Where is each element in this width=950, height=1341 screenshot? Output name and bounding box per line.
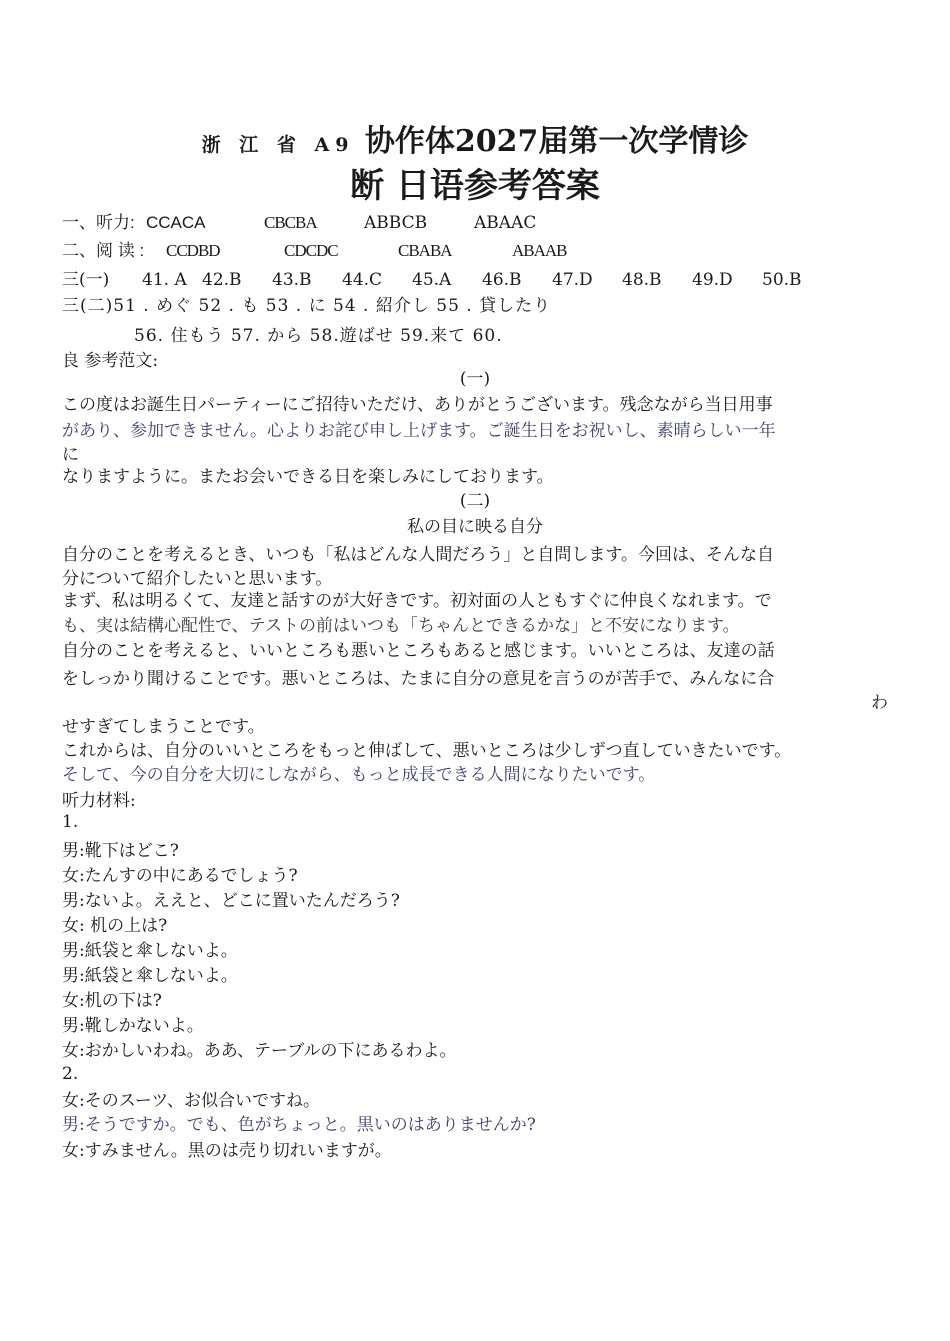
essay2-line: わ xyxy=(871,693,888,713)
section3-2-line1: 三(二)51 . めぐ 52 . も 53 . に 54 . 紹介し 55 . 貸したり xyxy=(62,296,552,316)
section3-2-line2: 56. 住もう 57. から 58.遊ばせ 59.来て 60. xyxy=(134,326,503,346)
essay2-line: 自分のことを考えるとき、いつも「私はどんな人間だろう」と自問します。今回は、そんな自 xyxy=(62,545,774,565)
dialogue-line: 男:ないよ。ええと、どこに置いたんだろう? xyxy=(62,891,400,911)
dialogue-line: 女:そのスーツ、お似合いですね。 xyxy=(62,1091,321,1111)
listening-label: 一、听力: xyxy=(62,213,135,232)
essay1-heading: (一) xyxy=(459,369,491,389)
listening-group-2: CBCBA xyxy=(264,213,317,232)
essay2-line: そして、今の自分を大切にしながら、もっと成長できる人間になりたいです。 xyxy=(62,765,656,785)
reading-group-3: CBABA xyxy=(398,241,452,260)
dialogue-line: 男:紙袋と傘しないよ。 xyxy=(62,941,238,961)
essay2-line: せすぎてしまうことです。 xyxy=(62,717,265,737)
essay2-line: まず、私は明るくて、友達と話すのが大好きです。初対面の人ともすぐに仲良くなれます。で xyxy=(62,591,772,611)
section3-2-line3: 良 参考范文: xyxy=(62,351,159,371)
essay2-line: も、実は結構心配性で、テストの前はいつも「ちゃんとできるかな」と不安になります。 xyxy=(62,616,740,636)
dialogue-line: 男:靴下はどこ? xyxy=(62,841,179,861)
answer-item: 46.B xyxy=(482,270,522,290)
dialogue-line: 女:たんすの中にあるでしょう? xyxy=(62,866,298,886)
dialogue-line: 女:おかしいわね。ああ、テーブルの下にあるわよ。 xyxy=(62,1041,457,1061)
title-prefix: 浙 江 省 A9 xyxy=(201,134,355,156)
answer-item: 41. A xyxy=(142,270,187,290)
dialogue-line: 男:そうですか。でも、色がちょっと。黒いのはありませんか? xyxy=(62,1115,536,1135)
essay2-title: 私の目に映る自分 xyxy=(407,517,543,537)
answer-item: 45.A xyxy=(412,270,452,290)
essay2-line: 自分のことを考えると、いいところも悪いところもあると感じます。いいところは、友達の話 xyxy=(62,641,775,661)
section3-1-answers xyxy=(62,265,802,290)
essay1-line: があり、参加できません。心よりお詫び申し上げます。ご誕生日をお祝いし、素晴らしい一年 xyxy=(62,421,776,441)
essay2-line: をしっかり聞けることです。悪いところは、たまに自分の意見を言うのが苦手で、みんなに合 xyxy=(62,669,775,689)
listening-material-label: 听力材料: xyxy=(62,791,136,811)
reading-group-4: ABAAB xyxy=(512,241,567,260)
document-title-line2: 断 日语参考答案 xyxy=(350,166,600,206)
essay2-heading: (二) xyxy=(459,491,491,511)
question-number: 2. xyxy=(62,1064,79,1084)
reading-group-1: CCDBD xyxy=(166,241,220,260)
answer-item: 48.B xyxy=(622,270,662,290)
essay1-line: に xyxy=(62,445,79,465)
answer-item: 49.D xyxy=(692,270,733,290)
answer-item: 44.C xyxy=(342,270,383,290)
answer-item: 50.B xyxy=(762,270,802,290)
document-title-line1 xyxy=(0,116,950,160)
reading-answers xyxy=(62,236,567,261)
dialogue-line: 女:すみません。黒のは売り切れいますが。 xyxy=(62,1141,392,1161)
title-main: 协作体2027届第一次学情诊 xyxy=(364,124,749,159)
answer-item: 42.B xyxy=(202,270,242,290)
essay2-line: これからは、自分のいいところをもっと伸ばして、悪いところは少しずつ直していきたいです。 xyxy=(62,741,792,761)
essay1-line: この度はお誕生日パーティーにご招待いただけ、ありがとうございます。残念ながら当日用事 xyxy=(62,395,773,415)
answer-item: 43.B xyxy=(272,270,312,290)
reading-label: 二、阅 读 : xyxy=(62,241,145,260)
essay1-line: なりますように。またお会いできる日を楽しみにしております。 xyxy=(62,467,554,487)
listening-group-4: ABAAC xyxy=(474,213,537,233)
dialogue-line: 男:靴しかないよ。 xyxy=(62,1016,204,1036)
listening-answers xyxy=(62,208,536,233)
dialogue-line: 男:紙袋と傘しないよ。 xyxy=(62,966,238,986)
listening-group-1: CCACA xyxy=(146,213,206,232)
dialogue-line: 女: 机の上は? xyxy=(62,916,168,936)
dialogue-line: 女:机の下は? xyxy=(62,991,162,1011)
reading-group-2: CDCDC xyxy=(284,241,338,260)
essay2-line: 分について紹介したいと思います。 xyxy=(62,569,333,589)
listening-group-3: ABBCB xyxy=(364,213,428,233)
question-number: 1. xyxy=(62,812,79,832)
section3-1-label: 三(一) xyxy=(62,270,110,290)
answer-item: 47.D xyxy=(552,270,593,290)
